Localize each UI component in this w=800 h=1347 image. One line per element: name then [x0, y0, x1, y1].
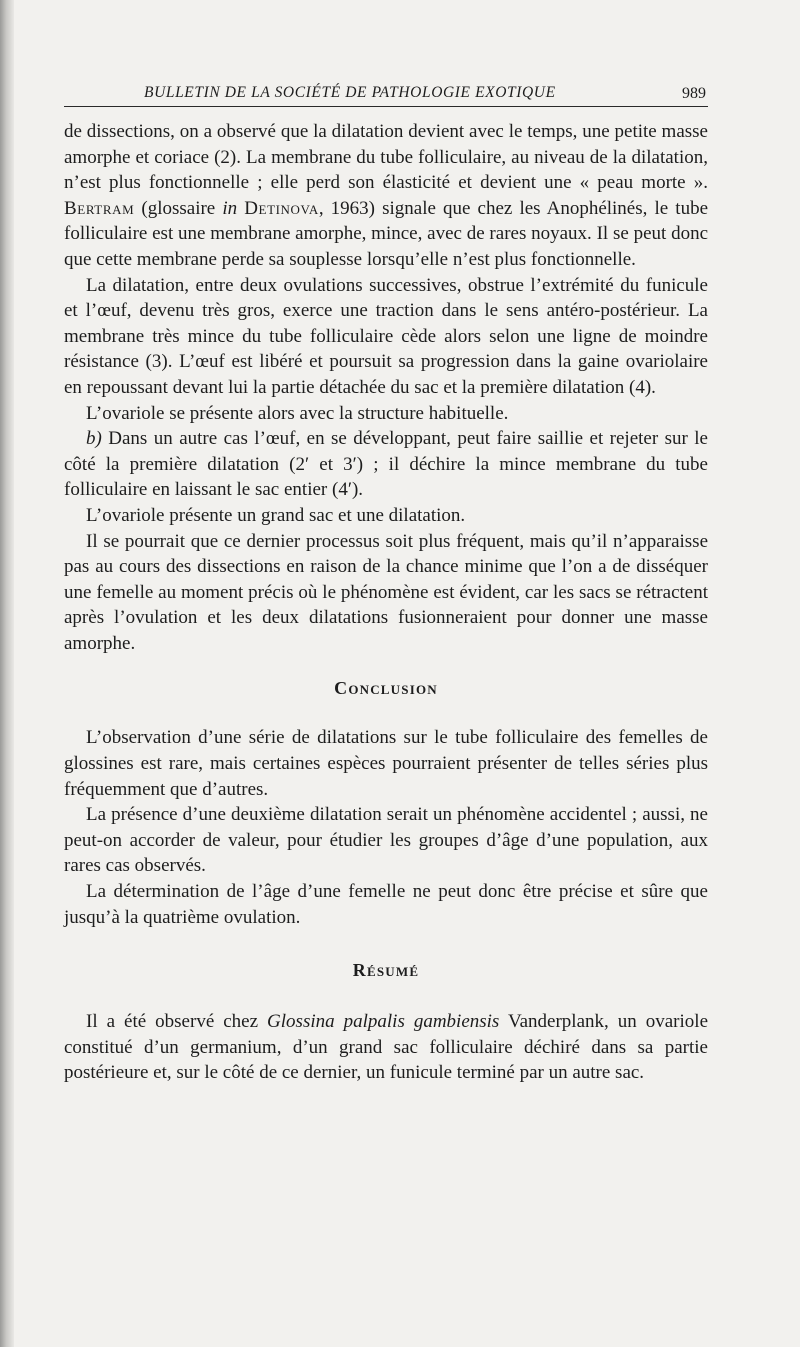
journal-page [64, 80, 708, 1086]
paragraph-ovariole-structure: L’ovariole se présente alors avec la structure habituelle. [86, 402, 509, 424]
running-title: BULLETIN DE LA SOCIÉTÉ DE PATHOLOGIE EXOTIQUE [144, 84, 556, 101]
paragraph-conclusion-1: L’observation d’une série de dilatations sur le tube folliculaire des femelles de glossines est rare, mais certaines espèces pourraient présenter de telles séries plus fréquemment que d’autres. [64, 727, 708, 800]
species-name: Glossina palpalis gambiensis [267, 1011, 500, 1033]
page-number: 989 [682, 85, 706, 102]
paragraph-processus: Il se pourrait que ce dernier processus soit plus fréquent, mais qu’il n’apparaisse pas au cours des dissections en raison de la chance minime que l’on a de disséquer une femelle au moment précis où le phénomène est évident, car les sacs se rétractent après l’ovulation et les deux dilatations fusionneraient pour donner une masse amorphe. [64, 530, 708, 654]
article-body [64, 119, 708, 1086]
author-name: Detinova [244, 197, 319, 219]
paragraph-resume [64, 1009, 708, 1086]
author-name: Bertram [64, 197, 135, 219]
section-heading-resume: Résumé [352, 960, 420, 981]
section-heading-conclusion: Conclusion [334, 678, 438, 699]
text-segment: Dans un autre cas l’œuf, en se développant, peut faire saillie et rejeter sur le côté la première dilatation (2′ et 3′) ; il déchire la mince membrane du tube folliculaire en laissant le sac entier (4′). [64, 428, 708, 501]
page-header [64, 80, 708, 107]
book-spine-shadow [0, 0, 14, 1347]
text-segment: Vanderplank, un ovariole constitué d’un germanium, d’un grand sac folliculaire déchiré dans sa partie postérieure et, sur le côté de ce dernier, un funicule terminé par un autre sac. [64, 1011, 708, 1084]
paragraph-case-b [64, 426, 708, 503]
text-segment: , 1963) signale que chez les Anophélinés, le tube folliculaire est une membrane amorphe, mince, avec de rares noyaux. Il se peut donc que cette membrane perde sa souplesse lorsqu’elle n’est plus fonctionnelle. [64, 197, 708, 270]
paragraph-dilatation: La dilatation, entre deux ovulations successives, obstrue l’extrémité du funicule et l’œuf, devenu très gros, exerce une traction dans le sens antéro-postérieur. La membrane très mince du tube folliculaire cède alors selon une ligne de moindre résistance (3). L’œuf est libéré et poursuit sa progression dans la gaine ovariolaire en repoussant devant lui la partie détachée du sac et la première dilatation (4). [64, 274, 708, 398]
paragraph-conclusion-2: La présence d’une deuxième dilatation serait un phénomène accidentel ; aussi, ne peut-on accorder de valeur, pour étudier les groupes d’âge d’une population, aux rares cas observés. [64, 804, 708, 877]
text-segment: (glossaire [134, 197, 223, 219]
text-segment: Il a été observé chez [86, 1011, 268, 1033]
paragraph-dissections [64, 119, 708, 273]
italic-word: in [222, 197, 238, 219]
paragraph-conclusion-3: La détermination de l’âge d’une femelle ne peut donc être précise et sûre que jusqu’à la quatrième ovulation. [64, 881, 708, 928]
text-segment: de dissections, on a observé que la dilatation devient avec le temps, une petite masse amorphe et coriace (2). La membrane du tube folliculaire, au niveau de la dilatation, n’est plus fonctionnelle ; elle perd son élasticité et devient une « peau morte ». [64, 121, 708, 194]
paragraph-ovariole-sac: L’ovariole présente un grand sac et une dilatation. [86, 504, 466, 526]
case-label: b) [86, 428, 102, 450]
